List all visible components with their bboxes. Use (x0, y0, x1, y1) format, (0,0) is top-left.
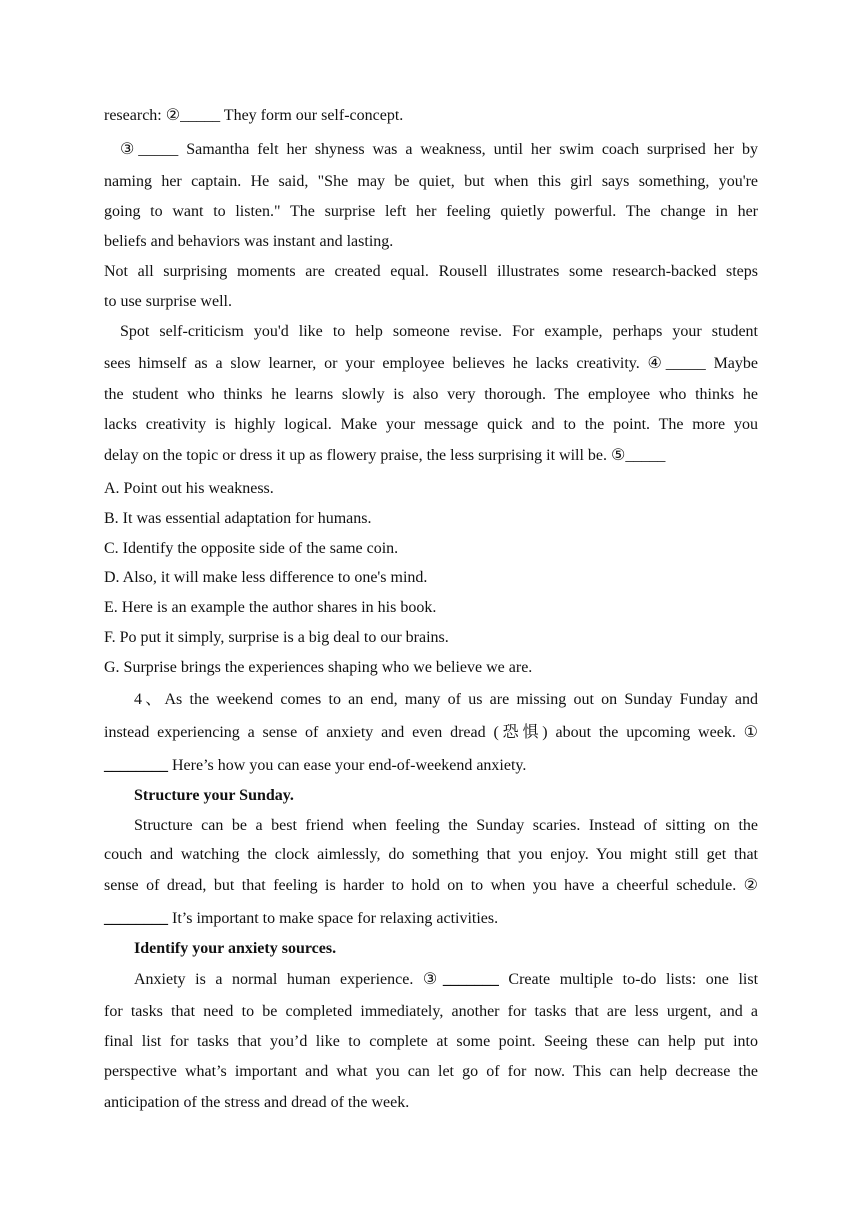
text-line (104, 756, 758, 776)
section-heading: Identify your anxiety sources. (134, 940, 337, 957)
text-line: going to want to listen." The surprise left her feeling quietly powerful. The change in her (104, 203, 758, 220)
answer-blank: ________ (104, 910, 168, 927)
option-e: E. Here is an example the author shares in his book. (104, 599, 437, 616)
text-line: for tasks that need to be completed immediately, another for tasks that are less urgent, and a (104, 1003, 758, 1020)
text-line: to use surprise well. (104, 293, 232, 310)
text-line: Not all surprising moments are created equal. Rousell illustrates some research-backed steps (104, 263, 758, 280)
option-c: C. Identify the opposite side of the same coin. (104, 540, 399, 557)
text-run: Create multiple to-do lists: one list (498, 971, 759, 988)
text-line (104, 909, 758, 929)
text-line: Spot self-criticism you'd like to help someone revise. For example, perhaps your student (120, 323, 758, 340)
option-d: D. Also, it will make less difference to one's mind. (104, 569, 428, 586)
option-a: A. Point out his weakness. (104, 480, 274, 497)
text-run: It’s important to make space for relaxing activities. (168, 910, 499, 927)
option-g: G. Surprise brings the experiences shaping who we believe we are. (104, 659, 533, 676)
text-line: final list for tasks that you’d like to complete at some point. Seeing these can help put into (104, 1033, 758, 1050)
text-line: instead experiencing a sense of anxiety and even dread (恐惧) about the upcoming week. ① (104, 724, 758, 741)
text-line: 4、As the weekend comes to an end, many of us are missing out on Sunday Funday and (134, 691, 758, 708)
text-line: Structure can be a best friend when feeling the Sunday scaries. Instead of sitting on the (134, 817, 758, 834)
text-line: sense of dread, but that feeling is harder to hold on to when you have a cheerful schedule. ② (104, 877, 758, 894)
text-line: beliefs and behaviors was instant and lasting. (104, 233, 394, 250)
text-line: perspective what’s important and what you can let go of for now. This can help decrease the (104, 1063, 758, 1080)
text-line: research: ②_____ They form our self-concept. (104, 107, 404, 124)
section-heading: Structure your Sunday. (134, 787, 294, 804)
answer-blank: _______ (442, 971, 499, 988)
text-line: ③_____ Samantha felt her shyness was a weakness, until her swim coach surprised her by (120, 141, 758, 158)
text-line: naming her captain. He said, "She may be quiet, but when this girl says something, you're (104, 173, 758, 190)
answer-blank: ________ (104, 757, 168, 774)
text-line: the student who thinks he learns slowly is also very thorough. The employee who thinks he (104, 386, 758, 403)
text-line: sees himself as a slow learner, or your employee believes he lacks creativity. ④_____ Maybe (104, 355, 758, 372)
text-line (134, 970, 758, 990)
text-line: couch and watching the clock aimlessly, do something that you enjoy. You might still get that (104, 846, 758, 863)
text-run: Anxiety is a normal human experience. ③ (134, 971, 443, 988)
text-line: delay on the topic or dress it up as flowery praise, the less surprising it will be. ⑤_____ (104, 447, 666, 464)
text-line: lacks creativity is highly logical. Make your message quick and to the point. The more you (104, 416, 758, 433)
text-line: anticipation of the stress and dread of the week. (104, 1094, 410, 1111)
option-b: B. It was essential adaptation for humans. (104, 510, 372, 527)
option-f: F. Po put it simply, surprise is a big deal to our brains. (104, 629, 449, 646)
text-run: Here’s how you can ease your end-of-weekend anxiety. (168, 757, 527, 774)
